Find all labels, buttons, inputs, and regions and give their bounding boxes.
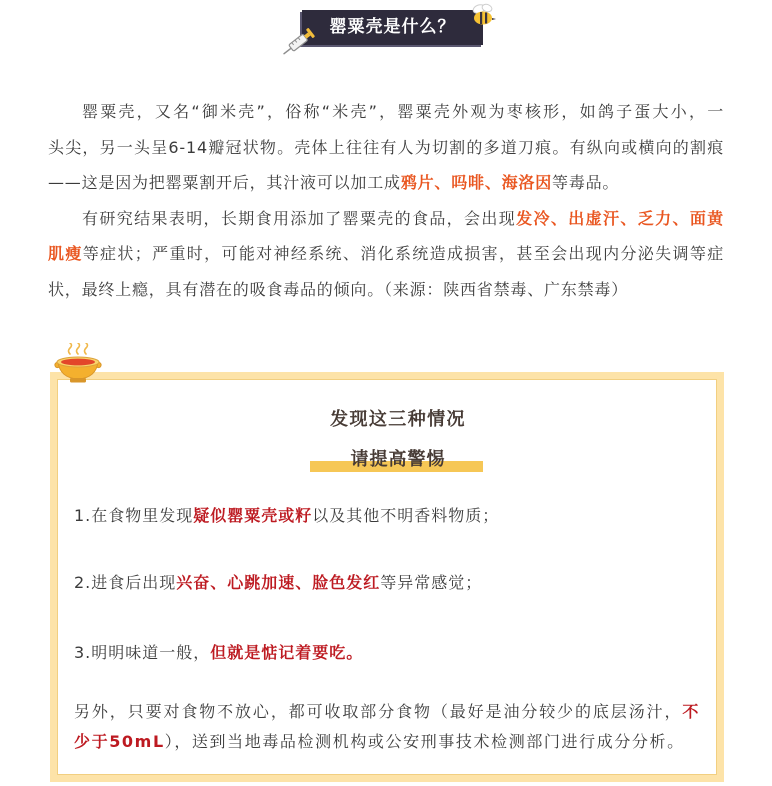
warning-item: [74, 641, 363, 665]
warning-title: 发现这三种情况: [330, 409, 466, 430]
text-line: [48, 94, 724, 130]
text-line: [48, 201, 724, 237]
text-segment: 头尖，另一头呈6-14瓣冠状物。壳体上往往有人为切割的多道刀痕。有纵向或横向的割痕: [48, 137, 724, 157]
text-line: [48, 236, 724, 272]
section-header-banner: [302, 10, 483, 45]
text-segment: 罂粟壳，又名“御米壳”，俗称“米壳”，罂粟壳外观为枣核形，如鸽子蛋大小，一: [82, 102, 724, 121]
emphasis-text: 兴奋、心跳加速、脸色发红: [176, 573, 381, 592]
text-segment: 2.进食后出现: [74, 573, 177, 592]
warning-box: [50, 372, 724, 782]
text-line: [48, 165, 724, 201]
text-line: [74, 727, 700, 757]
emphasis-text: 肌瘦: [48, 244, 83, 263]
hot-pot-icon: [54, 343, 102, 385]
text-segment: 以及其他不明香料物质；: [312, 506, 500, 525]
emphasis-text: 不: [682, 702, 700, 721]
syringe-icon: [279, 24, 319, 60]
emphasis-text: 发冷、出虚汗、乏力、面黄: [516, 208, 724, 228]
emphasis-text: 但就是惦记着要吃。: [210, 643, 364, 662]
text-segment: 有研究结果表明，长期食用添加了罂粟壳的食品，会出现: [82, 208, 517, 228]
intro-text: [48, 94, 724, 307]
warning-item: [74, 571, 482, 595]
text-segment: 等毒品。: [552, 173, 620, 192]
intro-paragraph: [48, 94, 724, 201]
text-segment: ），送到当地毒品检测机构或公安刑事技术检测部门进行成分分析。: [164, 732, 685, 751]
emphasis-text: 少于50mL: [74, 732, 165, 751]
text-segment: 另外，只要对食物不放心，都可收取部分食物（最好是油分较少的底层汤汁，: [74, 702, 683, 721]
text-segment: 等症状；严重时，可能对神经系统、消化系统造成损害，甚至会出现内分泌失调等症: [82, 244, 724, 263]
section-title: 罂粟壳是什么？: [329, 17, 456, 37]
bee-icon: [467, 1, 499, 29]
text-segment: 状，最终上瘾，具有潜在的吸食毒品的倾向。（来源：陕西省禁毒、广东禁毒）: [48, 279, 629, 299]
emphasis-text: 疑似罂粟壳或籽: [193, 506, 313, 525]
intro-paragraph: [48, 201, 724, 308]
text-segment: ——这是因为把罂粟割开后，其汁液可以加工成: [48, 173, 401, 192]
warning-subtitle: 请提高警惕: [350, 449, 446, 470]
warning-item: [74, 504, 499, 528]
text-line: [48, 272, 724, 308]
text-line: [74, 697, 700, 727]
emphasis-text: 鸦片、吗啡、海洛因: [400, 173, 553, 192]
text-line: [48, 130, 724, 166]
text-segment: 等异常感觉；: [380, 573, 483, 592]
text-segment: 1.在食物里发现: [74, 506, 194, 525]
warning-note: [74, 697, 700, 757]
text-segment: 3.明明味道一般，: [74, 643, 211, 662]
